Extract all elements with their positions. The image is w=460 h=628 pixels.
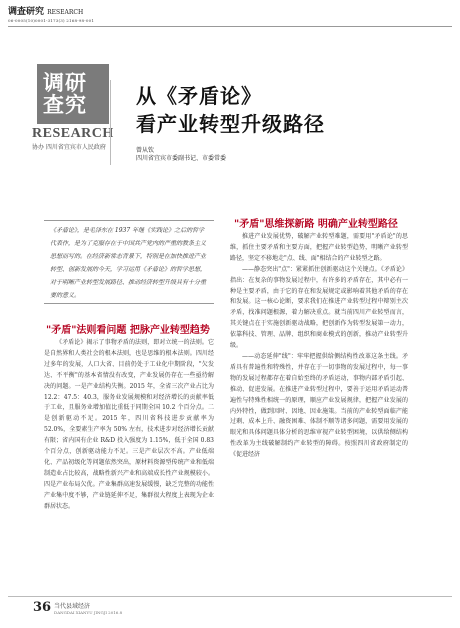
column-logo xyxy=(37,64,109,124)
abstract-rule-top xyxy=(44,220,214,221)
issn-line: 06-0005(10)0001-3173(3) 2168-98-001 xyxy=(8,18,95,23)
journal-name: 当代县域经济 xyxy=(54,603,91,610)
paragraph: ——静态突出"点"：紧紧抓住创新驱动这个关键点。《矛盾论》指出：在复杂的事物发展过程中，有许多的矛盾存在，其中必有一种是主要矛盾，由于它的存在和发展规定或影响着其他矛盾的存在和发展。这一核心论断，要求我们在推进产业转型过程中辩别主次矛盾，找准问题根源，着力解决重点。就当前四川产业转型而言，其关键点在于实施创新驱动战略，把创新作为转型发展第一动力，依靠科技、管理、品牌、组织和商业模式的创新，推动产业转型升级。 xyxy=(230,265,408,350)
abstract-text: 《矛盾论》，是毛泽东在 1937 年继《实践论》之后的哲学代表作，是为了克服存在于中国共产党内的严重的教条主义思想而写的。在经济新常态背景下，特别是在加快推进产业转型、创新发展的今天，学习运用《矛盾论》的哲学思想，对于明晰产业转型发展路径、推动经济转型升级具有十分重要的意义。 xyxy=(50,227,207,299)
paragraph: 《矛盾论》揭示了事物矛盾的法则，即对立统一的法则。它是自然界和人类社会的根本法则，也是思维的根本法则。四川经过多年的发展，人口大省、目前仍处于工业化中期阶段，"欠发达、不平衡"的基本省情没有改变，产业发展仍存在一些亟待解决的问题。一是产业结构失衡。2015 年，全省三次产业占比为 12.2：47.5：40.3，服务业发展规模和对经济增长的贡献率低于工业，且服务业增加值比重低于同期全国 10.2 个百分点。二是创新驱动不足。2015 年，四川省科技进步贡献率为 52.0%，全要素生产率为 50% 左右，技术进步对经济增长贡献有限；省内国有企业 R&D 投入强度为 1.15%，低于全国 0.83 个百分点，创新驱动能力不足。三是产业层次不高。产业低端化、产品初级化等问题依然突出，原材料资源型传统产业和低端制造业占比较高，战略性新兴产业和高端成长性产业规模较小。四是产业布局欠优。产业集群高速发展缓慢，缺乏完整的功能性产业集中度不够，产业链延伸不足，集群很大程度上表现为企业群居状态。 xyxy=(44,339,214,510)
author-affiliation: 四川省宜宾市委副书记、市委常委 xyxy=(136,155,227,162)
logo-line-1: 调研 xyxy=(43,70,87,95)
collab-label: 协办 四川省宜宾市人民政府 xyxy=(32,144,106,151)
paragraph: 推进产业发展优势，破解产业转型难题，需要用"矛盾论"的思维，抓住主要矛盾和主要方面，把握产业转型趋势，明晰产业转型路径，坚定不移地走"点、线、面"相结合的产业转型之路。 xyxy=(230,233,408,262)
left-column-body xyxy=(44,338,214,513)
logo-line-2: 查究 xyxy=(43,92,87,117)
author-name: 曾从钦 xyxy=(136,147,155,154)
right-column-body xyxy=(230,232,408,461)
abstract-rule-bottom xyxy=(44,303,214,304)
header-divider xyxy=(8,26,452,27)
article-title-line-2: 看产业转型升级路径 xyxy=(136,112,325,136)
article-title-line-1: 从《矛盾论》 xyxy=(136,84,262,108)
footer-divider xyxy=(8,596,452,597)
journal-header-en: RESEARCH xyxy=(47,9,84,16)
paragraph: ——动态延伸"线"：牢牢把握供给侧结构性改革这条主线。矛盾具有普遍性和特殊性，并存在于一切事物的发展过程中，每一事物的发展过程都存在着自始至终的矛盾运动，事物内部矛盾引起、推动、促进发展。在推进产业转型过程中，要善于运用矛盾运动普遍性与特殊性相统一的原理，顺应产业发展规律，把握产业发展的内外特性，做到因时、因地、因业施策。当前的产业转型面临产能过剩、成本上升、融资困难、体制不顺等诸多问题，需要用发展的眼光和具体问题具体分析的思维审视产业转型困境，以供给侧结构性改革为主线破解制约产业转型的障碍。按照四川省政府制定的《促进经济 xyxy=(230,352,408,459)
page-number: 36 xyxy=(33,600,52,615)
research-label: RESEARCH xyxy=(32,126,114,141)
right-section-title: "矛盾"思维探新路 明确产业转型路径 xyxy=(234,219,398,230)
journal-name-en: DANGDAI XIANYU JINGJI 2016.8 xyxy=(54,610,123,615)
journal-header-title: 调查研究 RESEARCH xyxy=(8,7,84,17)
title-divider xyxy=(110,80,111,165)
left-section-title: "矛盾"法则看问题 把脉产业转型趋势 xyxy=(46,325,210,336)
